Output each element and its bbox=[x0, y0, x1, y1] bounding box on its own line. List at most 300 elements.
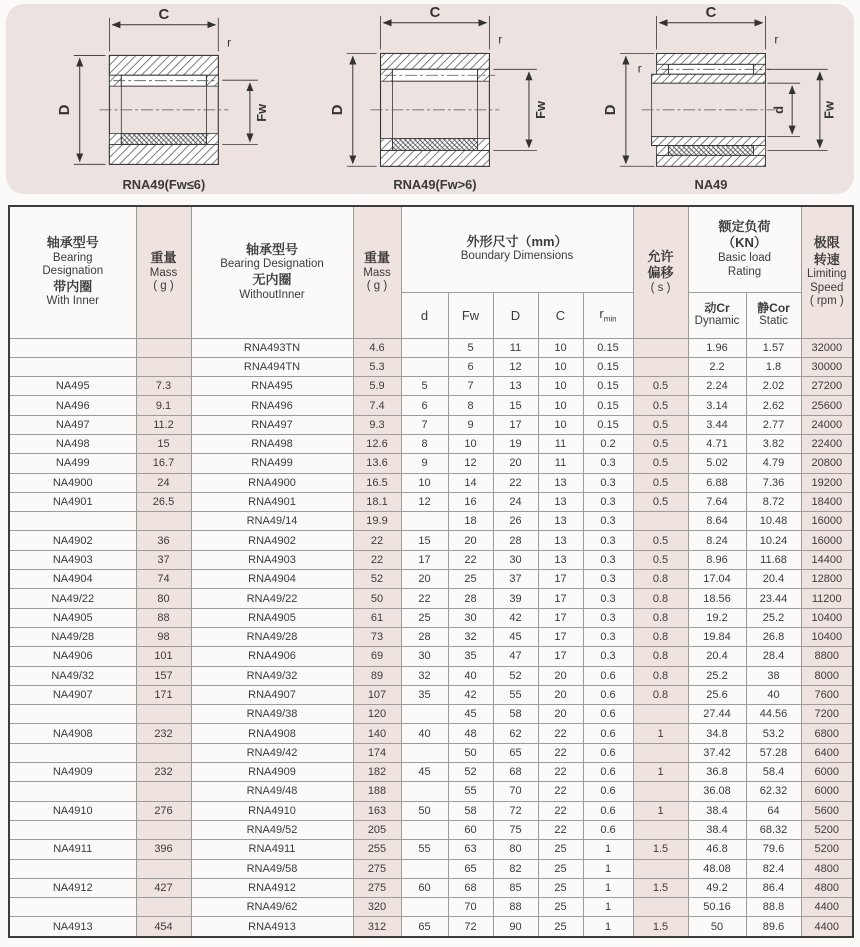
cell-r5-c6: 19 bbox=[493, 434, 538, 453]
cell-r22-c1: 232 bbox=[136, 763, 191, 782]
cell-r19-c10: 27.44 bbox=[688, 705, 746, 724]
cell-r22-c7: 22 bbox=[538, 763, 583, 782]
cell-r17-c5: 40 bbox=[448, 666, 493, 685]
cell-r2-c0: NA495 bbox=[9, 377, 136, 396]
cell-r0-c0 bbox=[9, 338, 136, 357]
cell-r18-c2: RNA4907 bbox=[191, 685, 353, 704]
cell-r21-c5: 50 bbox=[448, 743, 493, 762]
cell-r13-c0: NA49/22 bbox=[9, 589, 136, 608]
table-row bbox=[9, 396, 853, 415]
col-group-boundary-dimensions bbox=[401, 206, 633, 292]
cell-r28-c3: 275 bbox=[353, 878, 401, 897]
cell-r16-c9: 0.8 bbox=[633, 647, 688, 666]
cell-r6-c1: 16.7 bbox=[136, 454, 191, 473]
cell-r8-c10: 7.64 bbox=[688, 492, 746, 511]
cell-r29-c1 bbox=[136, 898, 191, 917]
cell-r6-c3: 13.6 bbox=[353, 454, 401, 473]
cell-r19-c11: 44.56 bbox=[746, 705, 801, 724]
cell-r24-c9: 1 bbox=[633, 801, 688, 820]
cell-r26-c6: 80 bbox=[493, 840, 538, 859]
cell-r7-c5: 14 bbox=[448, 473, 493, 492]
radius-label-r: r bbox=[498, 32, 503, 47]
dim-label-C: C bbox=[429, 4, 441, 21]
cell-r10-c11: 10.24 bbox=[746, 531, 801, 550]
bearing-spec-table bbox=[8, 205, 854, 938]
table-row bbox=[9, 917, 853, 937]
col-header-misalignment bbox=[633, 206, 688, 338]
cell-r11-c11: 11.68 bbox=[746, 550, 801, 569]
cell-r8-c12: 18400 bbox=[801, 492, 853, 511]
cell-r22-c10: 36.8 bbox=[688, 763, 746, 782]
col-header-fw: Fw bbox=[448, 292, 493, 338]
cell-r23-c0 bbox=[9, 782, 136, 801]
cell-r28-c0: NA4912 bbox=[9, 878, 136, 897]
radius-label-r: r bbox=[227, 35, 232, 50]
cell-r9-c8: 0.3 bbox=[583, 512, 633, 531]
cell-r29-c5: 70 bbox=[448, 898, 493, 917]
col-header-limiting-speed bbox=[801, 206, 853, 338]
header-en: ( s ) bbox=[650, 281, 671, 294]
cell-r25-c8: 0.6 bbox=[583, 820, 633, 839]
cell-r24-c7: 22 bbox=[538, 801, 583, 820]
cell-r22-c4: 45 bbox=[401, 763, 448, 782]
cell-r14-c8: 0.3 bbox=[583, 608, 633, 627]
cell-r19-c3: 120 bbox=[353, 705, 401, 724]
cell-r24-c0: NA4910 bbox=[9, 801, 136, 820]
cell-r7-c12: 19200 bbox=[801, 473, 853, 492]
dim-label-C: C bbox=[705, 4, 717, 21]
cell-r22-c12: 6000 bbox=[801, 763, 853, 782]
cell-r21-c1 bbox=[136, 743, 191, 762]
cell-r8-c8: 0.3 bbox=[583, 492, 633, 511]
cell-r16-c3: 69 bbox=[353, 647, 401, 666]
dim-label-D: D bbox=[56, 104, 73, 116]
cell-r12-c1: 74 bbox=[136, 570, 191, 589]
cell-r30-c6: 90 bbox=[493, 917, 538, 937]
cell-r13-c1: 80 bbox=[136, 589, 191, 608]
cell-r6-c0: NA499 bbox=[9, 454, 136, 473]
col-header-outer-d: D bbox=[493, 292, 538, 338]
cell-r27-c12: 4800 bbox=[801, 859, 853, 878]
cell-r5-c12: 22400 bbox=[801, 434, 853, 453]
cell-r27-c9 bbox=[633, 859, 688, 878]
cell-r15-c7: 17 bbox=[538, 627, 583, 646]
table-row bbox=[9, 415, 853, 434]
cell-r19-c4 bbox=[401, 705, 448, 724]
cell-r21-c6: 65 bbox=[493, 743, 538, 762]
cell-r2-c1: 7.3 bbox=[136, 377, 191, 396]
cell-r10-c0: NA4902 bbox=[9, 531, 136, 550]
cell-r28-c5: 68 bbox=[448, 878, 493, 897]
table-row bbox=[9, 840, 853, 859]
cell-r26-c5: 63 bbox=[448, 840, 493, 859]
cell-r27-c7: 25 bbox=[538, 859, 583, 878]
cell-r20-c6: 62 bbox=[493, 724, 538, 743]
cell-r17-c9: 0.8 bbox=[633, 666, 688, 685]
cell-r14-c12: 10400 bbox=[801, 608, 853, 627]
cell-r6-c10: 5.02 bbox=[688, 454, 746, 473]
table-row bbox=[9, 763, 853, 782]
cell-r11-c8: 0.3 bbox=[583, 550, 633, 569]
cell-r8-c7: 13 bbox=[538, 492, 583, 511]
cell-r16-c6: 47 bbox=[493, 647, 538, 666]
header-en: With Inner bbox=[46, 295, 99, 308]
cell-r6-c12: 20800 bbox=[801, 454, 853, 473]
header-en: WithoutInner bbox=[239, 288, 305, 301]
cell-r26-c12: 5200 bbox=[801, 840, 853, 859]
cell-r13-c8: 0.3 bbox=[583, 589, 633, 608]
table-row bbox=[9, 608, 853, 627]
cell-r25-c6: 75 bbox=[493, 820, 538, 839]
cell-r22-c5: 52 bbox=[448, 763, 493, 782]
cell-r13-c5: 28 bbox=[448, 589, 493, 608]
cell-r12-c6: 37 bbox=[493, 570, 538, 589]
cell-r17-c2: RNA49/32 bbox=[191, 666, 353, 685]
cell-r21-c3: 174 bbox=[353, 743, 401, 762]
cell-r8-c11: 8.72 bbox=[746, 492, 801, 511]
cell-r15-c1: 98 bbox=[136, 627, 191, 646]
cell-r30-c3: 312 bbox=[353, 917, 401, 937]
cell-r2-c10: 2.24 bbox=[688, 377, 746, 396]
cell-r3-c5: 8 bbox=[448, 396, 493, 415]
dim-label-C: C bbox=[158, 6, 170, 23]
cell-r24-c12: 5600 bbox=[801, 801, 853, 820]
dim-label-D: D bbox=[603, 104, 620, 116]
cell-r29-c10: 50.16 bbox=[688, 898, 746, 917]
cell-r13-c12: 11200 bbox=[801, 589, 853, 608]
cell-r0-c10: 1.96 bbox=[688, 338, 746, 357]
cell-r12-c5: 25 bbox=[448, 570, 493, 589]
cell-r25-c4 bbox=[401, 820, 448, 839]
cell-r3-c7: 10 bbox=[538, 396, 583, 415]
cell-r26-c2: RNA4911 bbox=[191, 840, 353, 859]
cell-r21-c7: 22 bbox=[538, 743, 583, 762]
col-header-with-inner bbox=[9, 206, 136, 338]
cell-r16-c4: 30 bbox=[401, 647, 448, 666]
cell-r1-c1 bbox=[136, 357, 191, 376]
cell-r6-c8: 0.3 bbox=[583, 454, 633, 473]
cell-r25-c11: 68.32 bbox=[746, 820, 801, 839]
dim-label-d: d bbox=[771, 105, 787, 114]
header-zh: 无内圈 bbox=[252, 272, 292, 288]
cell-r14-c6: 42 bbox=[493, 608, 538, 627]
cell-r16-c7: 17 bbox=[538, 647, 583, 666]
cell-r13-c2: RNA49/22 bbox=[191, 589, 353, 608]
cell-r11-c2: RNA4903 bbox=[191, 550, 353, 569]
cell-r15-c2: RNA49/28 bbox=[191, 627, 353, 646]
cell-r14-c9: 0.8 bbox=[633, 608, 688, 627]
cell-r29-c12: 4400 bbox=[801, 898, 853, 917]
bearing-diagram-na49 bbox=[572, 4, 850, 194]
header-zh: 带内圈 bbox=[53, 279, 93, 295]
cell-r25-c2: RNA49/52 bbox=[191, 820, 353, 839]
cell-r27-c5: 65 bbox=[448, 859, 493, 878]
table-row bbox=[9, 473, 853, 492]
dim-label-Fw: Fw bbox=[253, 103, 269, 122]
rmin-base: r bbox=[599, 306, 604, 322]
cell-r17-c6: 52 bbox=[493, 666, 538, 685]
header-zh: 转速 bbox=[813, 251, 840, 267]
cell-r2-c3: 5.9 bbox=[353, 377, 401, 396]
cell-r7-c4: 10 bbox=[401, 473, 448, 492]
cell-r16-c1: 101 bbox=[136, 647, 191, 666]
header-en: Basic load bbox=[717, 251, 772, 264]
cell-r30-c9: 1.5 bbox=[633, 917, 688, 937]
cell-r4-c6: 17 bbox=[493, 415, 538, 434]
cell-r12-c10: 17.04 bbox=[688, 570, 746, 589]
cell-r15-c11: 26.8 bbox=[746, 627, 801, 646]
cell-r28-c7: 25 bbox=[538, 878, 583, 897]
cell-r9-c6: 26 bbox=[493, 512, 538, 531]
cell-r15-c6: 45 bbox=[493, 627, 538, 646]
cell-r25-c3: 205 bbox=[353, 820, 401, 839]
cell-r4-c3: 9.3 bbox=[353, 415, 401, 434]
cell-r1-c10: 2.2 bbox=[688, 357, 746, 376]
cell-r1-c0 bbox=[9, 357, 136, 376]
bearing-diagram-rna49-large-bore bbox=[291, 4, 569, 194]
cell-r21-c12: 6400 bbox=[801, 743, 853, 762]
header-en: Mass bbox=[149, 266, 178, 279]
header-zh: 额定负荷 bbox=[718, 219, 771, 235]
cell-r9-c5: 18 bbox=[448, 512, 493, 531]
cell-r1-c11: 1.8 bbox=[746, 357, 801, 376]
header-en: Designation bbox=[42, 265, 104, 278]
table-row bbox=[9, 685, 853, 704]
header-zh: 允许 bbox=[647, 249, 674, 265]
cell-r27-c0 bbox=[9, 859, 136, 878]
cell-r9-c3: 19.9 bbox=[353, 512, 401, 531]
cell-r2-c11: 2.02 bbox=[746, 377, 801, 396]
cell-r5-c7: 11 bbox=[538, 434, 583, 453]
table-row bbox=[9, 647, 853, 666]
table-row bbox=[9, 454, 853, 473]
table-row bbox=[9, 492, 853, 511]
table-row bbox=[9, 705, 853, 724]
cell-r2-c5: 7 bbox=[448, 377, 493, 396]
cell-r1-c9 bbox=[633, 357, 688, 376]
cell-r10-c1: 36 bbox=[136, 531, 191, 550]
cell-r11-c9: 0.5 bbox=[633, 550, 688, 569]
cell-r22-c2: RNA4909 bbox=[191, 763, 353, 782]
cell-r13-c10: 18.56 bbox=[688, 589, 746, 608]
table-row bbox=[9, 666, 853, 685]
cell-r9-c11: 10.48 bbox=[746, 512, 801, 531]
cell-r17-c12: 8000 bbox=[801, 666, 853, 685]
cell-r18-c0: NA4907 bbox=[9, 685, 136, 704]
cell-r8-c3: 18.1 bbox=[353, 492, 401, 511]
cell-r4-c8: 0.15 bbox=[583, 415, 633, 434]
cell-r14-c2: RNA4905 bbox=[191, 608, 353, 627]
cell-r20-c12: 6800 bbox=[801, 724, 853, 743]
cell-r2-c2: RNA495 bbox=[191, 377, 353, 396]
header-en: ( g ) bbox=[366, 280, 388, 293]
cell-r15-c9: 0.8 bbox=[633, 627, 688, 646]
cell-r27-c6: 82 bbox=[493, 859, 538, 878]
cell-r14-c11: 25.2 bbox=[746, 608, 801, 627]
cell-r0-c12: 32000 bbox=[801, 338, 853, 357]
cell-r19-c6: 58 bbox=[493, 705, 538, 724]
cell-r19-c12: 7200 bbox=[801, 705, 853, 724]
cell-r6-c11: 4.79 bbox=[746, 454, 801, 473]
cell-r14-c7: 17 bbox=[538, 608, 583, 627]
cell-r4-c0: NA497 bbox=[9, 415, 136, 434]
cell-r25-c0 bbox=[9, 820, 136, 839]
cell-r29-c6: 88 bbox=[493, 898, 538, 917]
cell-r24-c2: RNA4910 bbox=[191, 801, 353, 820]
cell-r17-c7: 20 bbox=[538, 666, 583, 685]
table-row bbox=[9, 570, 853, 589]
cell-r20-c4: 40 bbox=[401, 724, 448, 743]
cell-r29-c8: 1 bbox=[583, 898, 633, 917]
cell-r18-c10: 25.6 bbox=[688, 685, 746, 704]
header-zh: 重量 bbox=[150, 250, 177, 266]
cell-r19-c0 bbox=[9, 705, 136, 724]
bearing-diagram-rna49-small-bore bbox=[10, 4, 288, 194]
cell-r21-c2: RNA49/42 bbox=[191, 743, 353, 762]
cell-r23-c8: 0.6 bbox=[583, 782, 633, 801]
cell-r26-c10: 46.8 bbox=[688, 840, 746, 859]
cell-r29-c4 bbox=[401, 898, 448, 917]
cell-r16-c8: 0.3 bbox=[583, 647, 633, 666]
cell-r30-c10: 50 bbox=[688, 917, 746, 937]
cell-r18-c11: 40 bbox=[746, 685, 801, 704]
cell-r8-c2: RNA4901 bbox=[191, 492, 353, 511]
cell-r30-c5: 72 bbox=[448, 917, 493, 937]
cell-r18-c9: 0.8 bbox=[633, 685, 688, 704]
cell-r3-c12: 25600 bbox=[801, 396, 853, 415]
cell-r14-c0: NA4905 bbox=[9, 608, 136, 627]
cell-r5-c3: 12.6 bbox=[353, 434, 401, 453]
header-en: Static bbox=[759, 315, 788, 328]
cell-r30-c8: 1 bbox=[583, 917, 633, 937]
cell-r3-c9: 0.5 bbox=[633, 396, 688, 415]
header-zh: 轴承型号 bbox=[46, 235, 99, 251]
cell-r13-c9: 0.8 bbox=[633, 589, 688, 608]
dim-label-Fw: Fw bbox=[532, 100, 548, 119]
header-zh: 动Cr bbox=[704, 300, 730, 315]
cell-r10-c8: 0.3 bbox=[583, 531, 633, 550]
cell-r21-c9 bbox=[633, 743, 688, 762]
cell-r12-c3: 52 bbox=[353, 570, 401, 589]
cell-r23-c11: 62.32 bbox=[746, 782, 801, 801]
cell-r15-c8: 0.3 bbox=[583, 627, 633, 646]
cell-r23-c5: 55 bbox=[448, 782, 493, 801]
cell-r10-c12: 16000 bbox=[801, 531, 853, 550]
cell-r28-c8: 1 bbox=[583, 878, 633, 897]
cell-r19-c8: 0.6 bbox=[583, 705, 633, 724]
cell-r21-c4 bbox=[401, 743, 448, 762]
cell-r0-c8: 0.15 bbox=[583, 338, 633, 357]
rmin-sub: min bbox=[603, 314, 617, 324]
cell-r6-c9: 0.5 bbox=[633, 454, 688, 473]
cell-r23-c2: RNA49/48 bbox=[191, 782, 353, 801]
cell-r9-c10: 8.64 bbox=[688, 512, 746, 531]
cell-r17-c8: 0.6 bbox=[583, 666, 633, 685]
cell-r15-c4: 28 bbox=[401, 627, 448, 646]
cell-r9-c9 bbox=[633, 512, 688, 531]
cell-r8-c9: 0.5 bbox=[633, 492, 688, 511]
table-row bbox=[9, 550, 853, 569]
cell-r1-c8: 0.15 bbox=[583, 357, 633, 376]
cell-r20-c2: RNA4908 bbox=[191, 724, 353, 743]
cell-r0-c9 bbox=[633, 338, 688, 357]
cell-r13-c6: 39 bbox=[493, 589, 538, 608]
cell-r24-c3: 163 bbox=[353, 801, 401, 820]
cell-r5-c8: 0.2 bbox=[583, 434, 633, 453]
cell-r9-c1 bbox=[136, 512, 191, 531]
cell-r18-c7: 20 bbox=[538, 685, 583, 704]
cell-r20-c5: 48 bbox=[448, 724, 493, 743]
cell-r3-c3: 7.4 bbox=[353, 396, 401, 415]
cell-r8-c1: 26.5 bbox=[136, 492, 191, 511]
diagram-caption: RNA49(Fw>6) bbox=[393, 177, 477, 193]
cell-r30-c7: 25 bbox=[538, 917, 583, 937]
cell-r15-c12: 10400 bbox=[801, 627, 853, 646]
cell-r7-c10: 6.88 bbox=[688, 473, 746, 492]
cell-r17-c1: 157 bbox=[136, 666, 191, 685]
col-group-load-rating bbox=[688, 206, 801, 292]
cell-r1-c4 bbox=[401, 357, 448, 376]
table-row bbox=[9, 898, 853, 917]
cell-r23-c10: 36.08 bbox=[688, 782, 746, 801]
cell-r28-c4: 60 bbox=[401, 878, 448, 897]
cell-r28-c12: 4800 bbox=[801, 878, 853, 897]
cell-r24-c10: 38.4 bbox=[688, 801, 746, 820]
cell-r24-c11: 64 bbox=[746, 801, 801, 820]
cell-r0-c3: 4.6 bbox=[353, 338, 401, 357]
cell-r16-c2: RNA4906 bbox=[191, 647, 353, 666]
cell-r6-c6: 20 bbox=[493, 454, 538, 473]
header-zh: （KN） bbox=[722, 235, 767, 251]
cell-r28-c6: 85 bbox=[493, 878, 538, 897]
dim-label-Fw: Fw bbox=[821, 100, 837, 119]
cell-r17-c10: 25.2 bbox=[688, 666, 746, 685]
cell-r16-c10: 20.4 bbox=[688, 647, 746, 666]
radius-label-r-inner: r bbox=[637, 61, 642, 76]
table-row bbox=[9, 512, 853, 531]
table-row bbox=[9, 589, 853, 608]
cell-r26-c11: 79.6 bbox=[746, 840, 801, 859]
cell-r30-c12: 4400 bbox=[801, 917, 853, 937]
cell-r0-c11: 1.57 bbox=[746, 338, 801, 357]
header-en: Boundary Dimensions bbox=[460, 250, 574, 263]
table-row bbox=[9, 357, 853, 376]
cell-r20-c0: NA4908 bbox=[9, 724, 136, 743]
cell-r27-c1 bbox=[136, 859, 191, 878]
cell-r20-c10: 34.8 bbox=[688, 724, 746, 743]
col-header-mass-outer bbox=[353, 206, 401, 338]
cell-r1-c5: 6 bbox=[448, 357, 493, 376]
cell-r16-c0: NA4906 bbox=[9, 647, 136, 666]
cell-r20-c11: 53.2 bbox=[746, 724, 801, 743]
cell-r18-c12: 7600 bbox=[801, 685, 853, 704]
cell-r26-c7: 25 bbox=[538, 840, 583, 859]
cell-r13-c7: 17 bbox=[538, 589, 583, 608]
cell-r6-c4: 9 bbox=[401, 454, 448, 473]
cell-r1-c6: 12 bbox=[493, 357, 538, 376]
header-en: Bearing Designation bbox=[220, 258, 324, 271]
cell-r10-c5: 20 bbox=[448, 531, 493, 550]
cell-r7-c6: 22 bbox=[493, 473, 538, 492]
cell-r25-c5: 60 bbox=[448, 820, 493, 839]
header-en: ( g ) bbox=[153, 280, 174, 293]
cell-r25-c9 bbox=[633, 820, 688, 839]
cell-r9-c2: RNA49/14 bbox=[191, 512, 353, 531]
cell-r3-c0: NA496 bbox=[9, 396, 136, 415]
header-en: Bearing bbox=[52, 251, 93, 264]
cell-r28-c10: 49.2 bbox=[688, 878, 746, 897]
cell-r3-c8: 0.15 bbox=[583, 396, 633, 415]
